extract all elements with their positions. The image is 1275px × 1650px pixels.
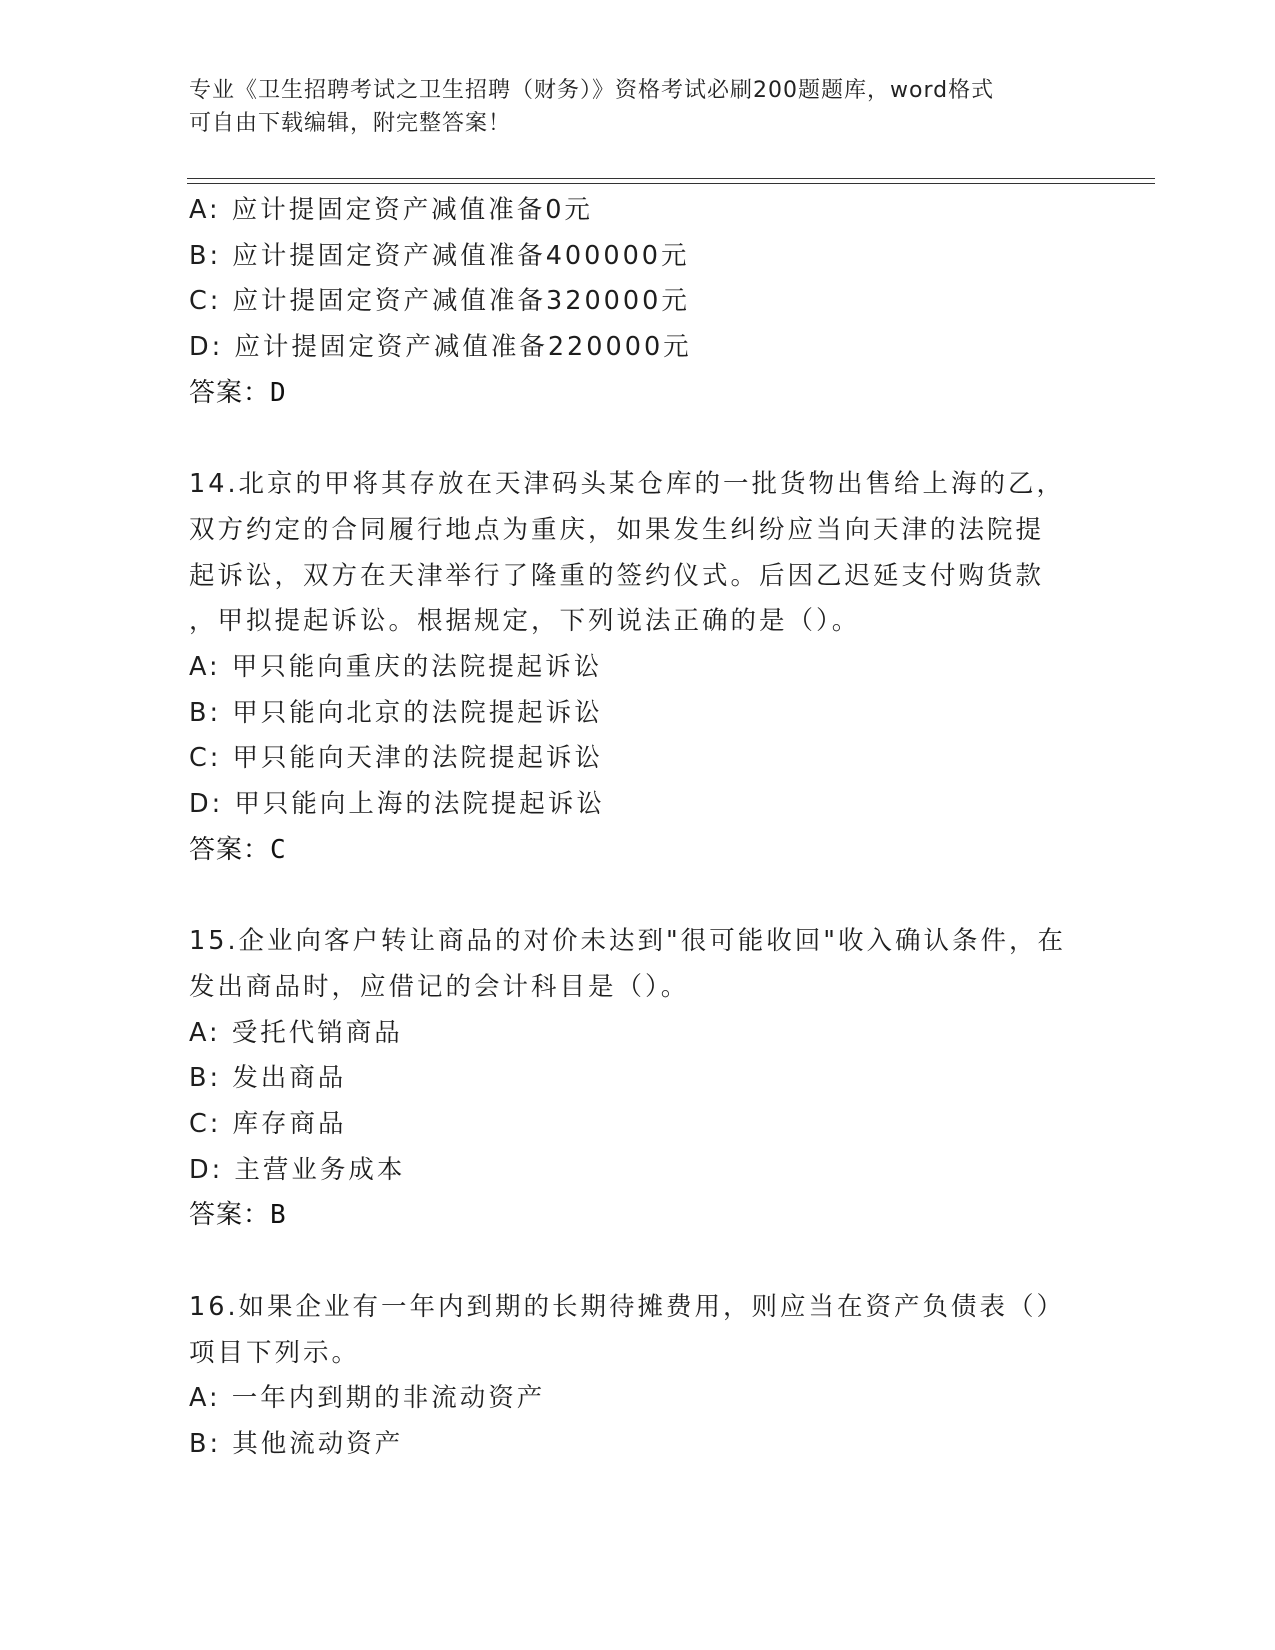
question-stem-line: 起诉讼，双方在天津举行了隆重的签约仪式。后因乙迟延支付购货款 xyxy=(189,560,1045,591)
spacer xyxy=(189,1239,1089,1285)
answer-label: 答案： xyxy=(189,377,271,408)
document-header xyxy=(189,74,1069,140)
answer-value: B xyxy=(270,1200,287,1231)
question-16 xyxy=(189,1285,1089,1468)
header-line-2: 可自由下载编辑，附完整答案！ xyxy=(189,111,512,136)
question-list xyxy=(189,188,1089,1468)
header-rule-top xyxy=(187,178,1155,179)
option-a: A: 一年内到期的非流动资产 xyxy=(189,1383,546,1414)
answer-label: 答案： xyxy=(189,834,271,865)
question-stem-line: 16.如果企业有一年内到期的长期待摊费用，则应当在资产负债表（） xyxy=(189,1291,1066,1322)
answer-value: D xyxy=(270,377,287,408)
option-b: B: 应计提固定资产减值准备400000元 xyxy=(189,240,690,271)
option-b: B: 发出商品 xyxy=(189,1063,347,1094)
question-stem-line: ，甲拟提起诉讼。根据规定，下列说法正确的是（）。 xyxy=(189,606,861,637)
answer-value: C xyxy=(270,834,287,865)
question-stem-line: 项目下列示。 xyxy=(189,1337,361,1368)
option-c: C: 甲只能向天津的法院提起诉讼 xyxy=(189,743,604,774)
header-rule-bottom xyxy=(187,183,1155,184)
option-a: A: 甲只能向重庆的法院提起诉讼 xyxy=(189,652,603,683)
answer-label: 答案： xyxy=(189,1200,271,1231)
spacer xyxy=(189,874,1089,920)
option-a: A: 应计提固定资产减值准备0元 xyxy=(189,195,593,225)
question-stem-line: 双方约定的合同履行地点为重庆，如果发生纠纷应当向天津的法院提 xyxy=(189,514,1045,545)
question-stem-line: 15.企业向客户转让商品的对价未达到"很可能收回"收入确认条件，在 xyxy=(189,926,1067,957)
question-15 xyxy=(189,919,1089,1239)
question-14 xyxy=(189,462,1089,873)
option-c: C: 库存商品 xyxy=(189,1109,347,1140)
answer-line xyxy=(189,828,1089,874)
answer-line xyxy=(189,1193,1089,1239)
answer-line xyxy=(189,371,1089,417)
option-d: D: 主营业务成本 xyxy=(189,1154,406,1185)
spacer xyxy=(189,417,1089,463)
option-a: A: 受托代销商品 xyxy=(189,1017,403,1048)
question-stem-line: 发出商品时，应借记的会计科目是（）。 xyxy=(189,971,690,1002)
question-13 xyxy=(189,188,1089,417)
option-b: B: 其他流动资产 xyxy=(189,1428,404,1459)
option-c: C: 应计提固定资产减值准备320000元 xyxy=(189,286,690,317)
header-line-1: 专业《卫生招聘考试之卫生招聘（财务）》资格考试必刷200题题库，word格式 xyxy=(189,78,995,103)
question-stem-line: 14.北京的甲将其存放在天津码头某仓库的一批货物出售给上海的乙， xyxy=(189,469,1066,500)
option-d: D: 甲只能向上海的法院提起诉讼 xyxy=(189,789,605,820)
option-b: B: 甲只能向北京的法院提起诉讼 xyxy=(189,697,603,728)
option-d: D: 应计提固定资产减值准备220000元 xyxy=(189,332,692,363)
